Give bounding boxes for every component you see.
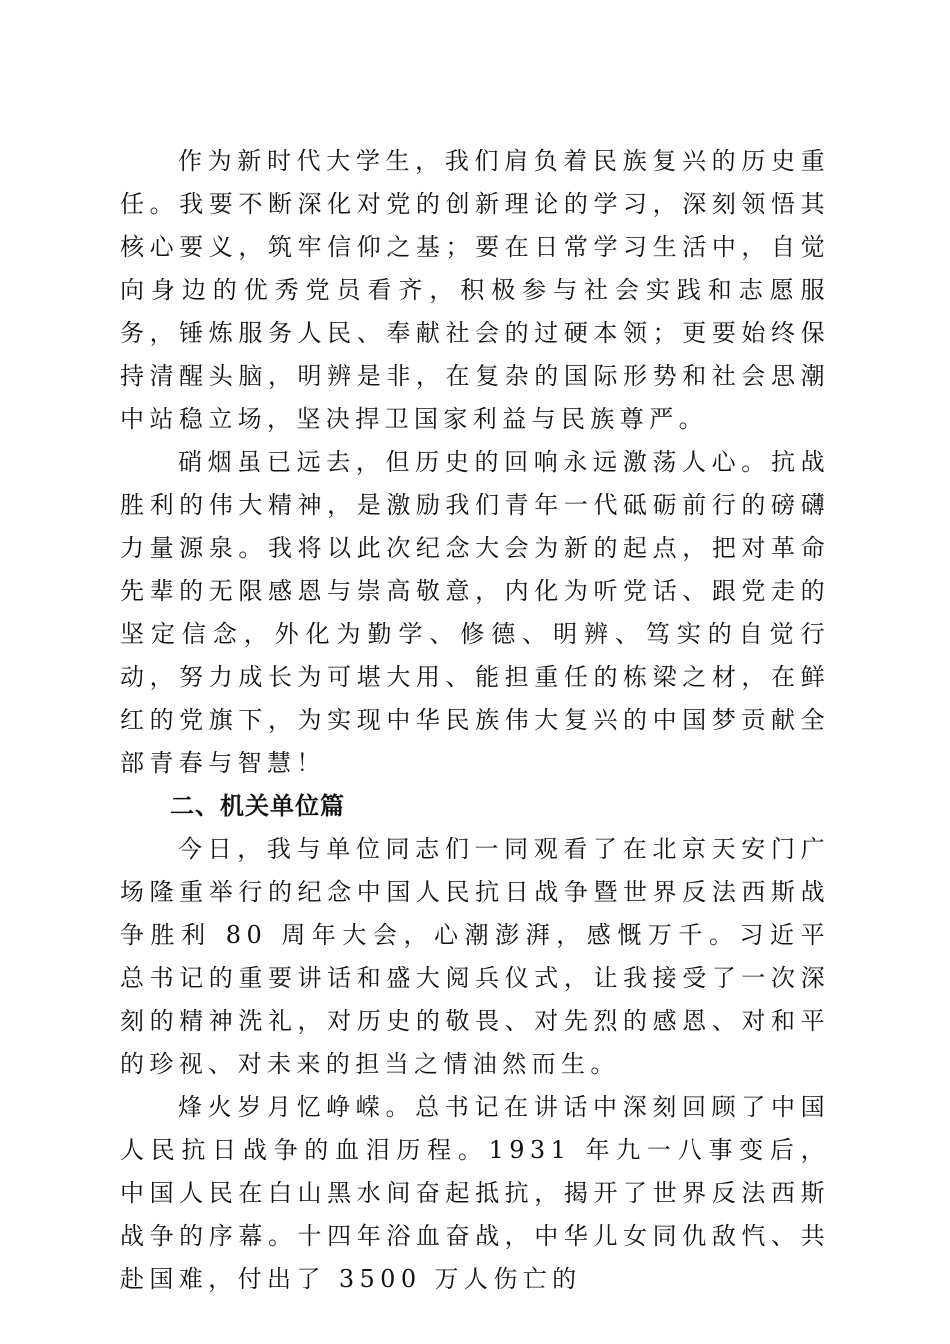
paragraph-war-history: 烽火岁月忆峥嵘。总书记在讲话中深刻回顾了中国人民抗日战争的血泪历程。1931 年九一八事变后，中国人民在白山黑水间奋起抵抗，揭开了世界反法西斯战争的序幕。十四年浴血奋战，中华儿女同仇敌忾、共赴国难，付出了 3500 万人伤亡的 xyxy=(120,1093,830,1293)
section-heading-government-units: 二、机关单位篇 xyxy=(170,792,345,820)
paragraph-student-commitment: 硝烟虽已远去，但历史的回响永远激荡人心。抗战胜利的伟大精神，是激励我们青年一代砥砺前行的磅礴力量源泉。我将以此次纪念大会为新的起点，把对革命先辈的无限感恩与崇高敬意，内化为听党话、跟党走的坚定信念，外化为勤学、修德、明辨、笃实的自觉行动，努力成长为可堪大用、能担重任的栋梁之材，在鲜红的党旗下，为实现中华民族伟大复兴的中国梦贡献全部青春与智慧！ xyxy=(120,448,830,777)
paragraph-unit-viewing: 今日，我与单位同志们一同观看了在北京天安门广场隆重举行的纪念中国人民抗日战争暨世界反法西斯战争胜利 80 周年大会，心潮澎湃，感慨万千。习近平总书记的重要讲话和盛大阅兵仪式，让我接受了一次深刻的精神洗礼，对历史的敬畏、对先烈的感恩、对和平的珍视、对未来的担当之情油然而生。 xyxy=(120,835,830,1078)
document-page xyxy=(120,140,830,1301)
paragraph-student-duty: 作为新时代大学生，我们肩负着民族复兴的历史重任。我要不断深化对党的创新理论的学习，深刻领悟其核心要义，筑牢信仰之基；要在日常学习生活中，自觉向身边的优秀党员看齐，积极参与社会实践和志愿服务，锤炼服务人民、奉献社会的过硬本领；更要始终保持清醒头脑，明辨是非，在复杂的国际形势和社会思潮中站稳立场，坚决捍卫国家利益与民族尊严。 xyxy=(120,147,830,433)
